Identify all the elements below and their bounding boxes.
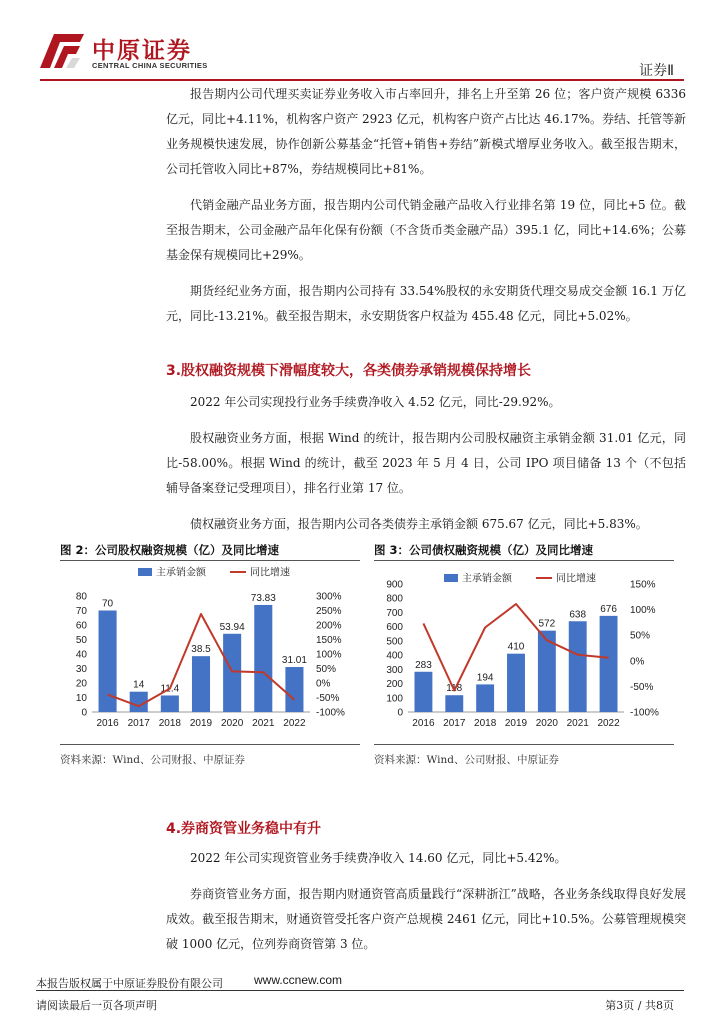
equity-financing-chart (60, 562, 360, 740)
bar-2022 (285, 667, 303, 712)
x-axis-tick-label: 2020 (535, 718, 558, 729)
y2-axis-tick-label: 100% (316, 649, 342, 661)
brokerage-section (166, 82, 686, 329)
industry-label: 证券Ⅱ (639, 63, 674, 79)
logo-english-name: CENTRAL CHINA SECURITIES (92, 61, 208, 70)
figure-2-bottom-rule (60, 744, 360, 745)
logo-chinese-name: 中原证券 (92, 38, 192, 64)
y2-axis-tick-label: -100% (630, 707, 659, 719)
company-logo (36, 28, 214, 78)
footer-copyright: 本报告版权属于中原证券股份有限公司 (36, 977, 223, 990)
paragraph-equity-financing: 股权融资业务方面，根据 Wind 的统计，报告期内公司股权融资主承销金额 31.01 亿元，同比-58.00%。根据 Wind 的统计，截至 2023 年 5 月 4 日，公司 IPO 项目储备 13 个（不包括辅导备案登记受理项目），排名行业第 17 位。 (166, 431, 686, 495)
y-axis-tick-label: 20 (75, 678, 87, 690)
y2-axis-tick-label: 100% (630, 605, 656, 617)
section-4-body (166, 846, 686, 957)
paragraph-brokerage: 报告期内公司代理买卖证券业务收入市占率回升，排名上升至第 26 位；客户资产规模 6336 亿元，同比+4.11%，机构客户资产 2923 亿元，机构客户资产占比达 46.17%。券结、托管等新业务规模快速发展，协作创新公募基金“托管+销售+券结”新模式增厚业务收入。截至报告期末，公司托管收入同比+87%，券结规模同比+81%。 (166, 87, 686, 176)
legend-bar-label: 主承销金额 (156, 567, 206, 579)
bar-2018 (476, 684, 494, 712)
bar-2019 (507, 654, 525, 712)
y-axis-tick-label: 30 (75, 664, 87, 675)
x-axis-tick-label: 2017 (127, 718, 150, 729)
section-4-title: 4.券商资管业务稳中有升 (166, 821, 322, 837)
bar-data-label: 676 (600, 603, 617, 615)
bar-data-label: 118 (446, 683, 463, 695)
y-axis-tick-label: 500 (386, 636, 403, 648)
bar-data-label: 572 (538, 618, 556, 630)
section-3-body (166, 390, 686, 537)
figure-3-bottom-rule (374, 744, 674, 745)
bar-2021 (569, 621, 587, 712)
figure-2-title: 图 2：公司股权融资规模（亿）及同比增速 (60, 543, 280, 557)
figure-2-source: 资料来源：Wind、公司财报、中原证券 (60, 754, 245, 766)
y-axis-tick-label: 700 (386, 607, 403, 619)
debt-financing-chart (374, 562, 674, 740)
bar-data-label: 73.83 (250, 592, 276, 604)
bar-2016 (414, 672, 432, 712)
y2-axis-tick-label: 150% (316, 635, 342, 646)
figure-3-title: 图 3：公司债权融资规模（亿）及同比增速 (374, 543, 594, 557)
bar-2018 (161, 695, 179, 712)
header-divider (40, 79, 684, 81)
y2-axis-tick-label: 300% (316, 591, 342, 603)
paragraph-ib-revenue: 2022 年公司实现投行业务手续费净收入 4.52 亿元，同比-29.92%。 (190, 395, 561, 409)
figure-3-chart (374, 562, 674, 740)
x-axis-tick-label: 2022 (597, 718, 620, 729)
y-axis-tick-label: 400 (386, 650, 403, 662)
x-axis-tick-label: 2018 (158, 718, 181, 729)
legend-bar-swatch (138, 568, 152, 576)
legend-line-label: 同比增速 (556, 573, 596, 585)
bar-data-label: 31.01 (281, 655, 307, 667)
y-axis-tick-label: 600 (386, 622, 403, 634)
bar-data-label: 283 (415, 659, 432, 671)
y-axis-tick-label: 50 (75, 635, 87, 646)
y2-axis-tick-label: -100% (316, 707, 345, 719)
x-axis-tick-label: 2016 (96, 718, 119, 729)
paragraph-asset-management: 券商资管业务方面，报告期内财通资管高质量践行“深耕浙江”战略，各业务条线取得良好发展成效。截至报告期末，财通资管受托客户资产总规模 2461 亿元，同比+10.5%。公募管理规模突破 1000 亿元，位列券商资管第 3 位。 (166, 887, 686, 951)
bar-data-label: 638 (569, 609, 587, 621)
bar-data-label: 70 (102, 598, 114, 610)
figure-3-source: 资料来源：Wind、公司财报、中原证券 (374, 754, 559, 766)
footer-disclaimer: 请阅读最后一页各项声明 (36, 999, 157, 1012)
figure-2-chart (60, 562, 360, 740)
y-axis-tick-label: 60 (75, 620, 87, 632)
paragraph-am-revenue: 2022 年公司实现资管业务手续费净收入 14.60 亿元，同比+5.42%。 (190, 851, 567, 865)
section-3-title: 3.股权融资规模下滑幅度较大，各类债券承销规模保持增长 (166, 363, 532, 379)
y-axis-tick-label: 70 (75, 606, 87, 617)
bar-2020 (223, 634, 241, 712)
y-axis-tick-label: 800 (386, 593, 403, 605)
y-axis-tick-label: 80 (75, 591, 87, 603)
figure-2-top-rule (60, 560, 360, 561)
bar-2019 (192, 656, 210, 712)
y2-axis-tick-label: 200% (316, 620, 342, 632)
y2-axis-tick-label: 250% (316, 606, 342, 617)
x-axis-tick-label: 2021 (252, 718, 275, 729)
x-axis-tick-label: 2019 (504, 718, 528, 729)
y-axis-tick-label: 40 (75, 649, 87, 661)
bar-data-label: 14 (133, 679, 145, 691)
y-axis-tick-label: 200 (386, 679, 403, 691)
legend-bar-label: 主承销金额 (462, 573, 512, 585)
x-axis-tick-label: 2022 (283, 718, 306, 729)
logo-mark-icon (36, 28, 88, 72)
y2-axis-tick-label: 0% (316, 678, 331, 690)
x-axis-tick-label: 2017 (443, 718, 466, 729)
y2-axis-tick-label: -50% (316, 693, 340, 704)
bar-data-label: 38.5 (191, 644, 211, 656)
y2-axis-tick-label: 150% (630, 579, 656, 591)
footer-page-number: 第3页 / 共8页 (605, 999, 674, 1012)
paragraph-debt-financing: 债权融资业务方面，报告期内公司各类债券主承销金额 675.67 亿元，同比+5.83%。 (190, 517, 648, 531)
footer-divider (36, 990, 684, 991)
footer-website-link[interactable]: www.ccnew.com (254, 973, 343, 987)
paragraph-product-sales: 代销金融产品业务方面，报告期内公司代销金融产品收入行业排名第 19 位，同比+5 位。截至报告期末，公司金融产品年化保有份额（不含货币类金融产品）395.1 亿，同比+14.6%；公募基金保有规模同比+29%。 (166, 198, 686, 262)
y2-axis-tick-label: 0% (630, 656, 645, 668)
y2-axis-tick-label: 50% (630, 630, 651, 642)
x-axis-tick-label: 2021 (566, 718, 589, 729)
bar-2021 (254, 605, 272, 712)
figure-3-top-rule (374, 560, 674, 561)
bar-data-label: 11.4 (160, 683, 180, 695)
y-axis-tick-label: 0 (397, 707, 403, 719)
bar-data-label: 410 (507, 641, 525, 653)
x-axis-tick-label: 2019 (189, 718, 213, 729)
bar-data-label: 194 (476, 672, 494, 684)
y-axis-tick-label: 10 (75, 693, 87, 704)
y-axis-tick-label: 300 (386, 664, 403, 676)
legend-bar-swatch (444, 574, 458, 582)
y-axis-tick-label: 0 (81, 707, 87, 719)
bar-2022 (600, 616, 618, 712)
y-axis-tick-label: 900 (386, 579, 403, 591)
x-axis-tick-label: 2016 (412, 718, 435, 729)
paragraph-futures: 期货经纪业务方面，报告期内公司持有 33.54%股权的永安期货代理交易成交金额 16.1 万亿元，同比-13.21%。截至报告期末，永安期货客户权益为 455.48 亿元，同比+5.02%。 (166, 284, 686, 323)
x-axis-tick-label: 2018 (474, 718, 497, 729)
y-axis-tick-label: 100 (386, 693, 403, 705)
y2-axis-tick-label: -50% (630, 681, 654, 693)
legend-line-label: 同比增速 (250, 567, 290, 579)
x-axis-tick-label: 2020 (221, 718, 244, 729)
y2-axis-tick-label: 50% (316, 664, 337, 675)
bar-data-label: 53.94 (219, 621, 245, 633)
bar-2017 (445, 695, 463, 712)
